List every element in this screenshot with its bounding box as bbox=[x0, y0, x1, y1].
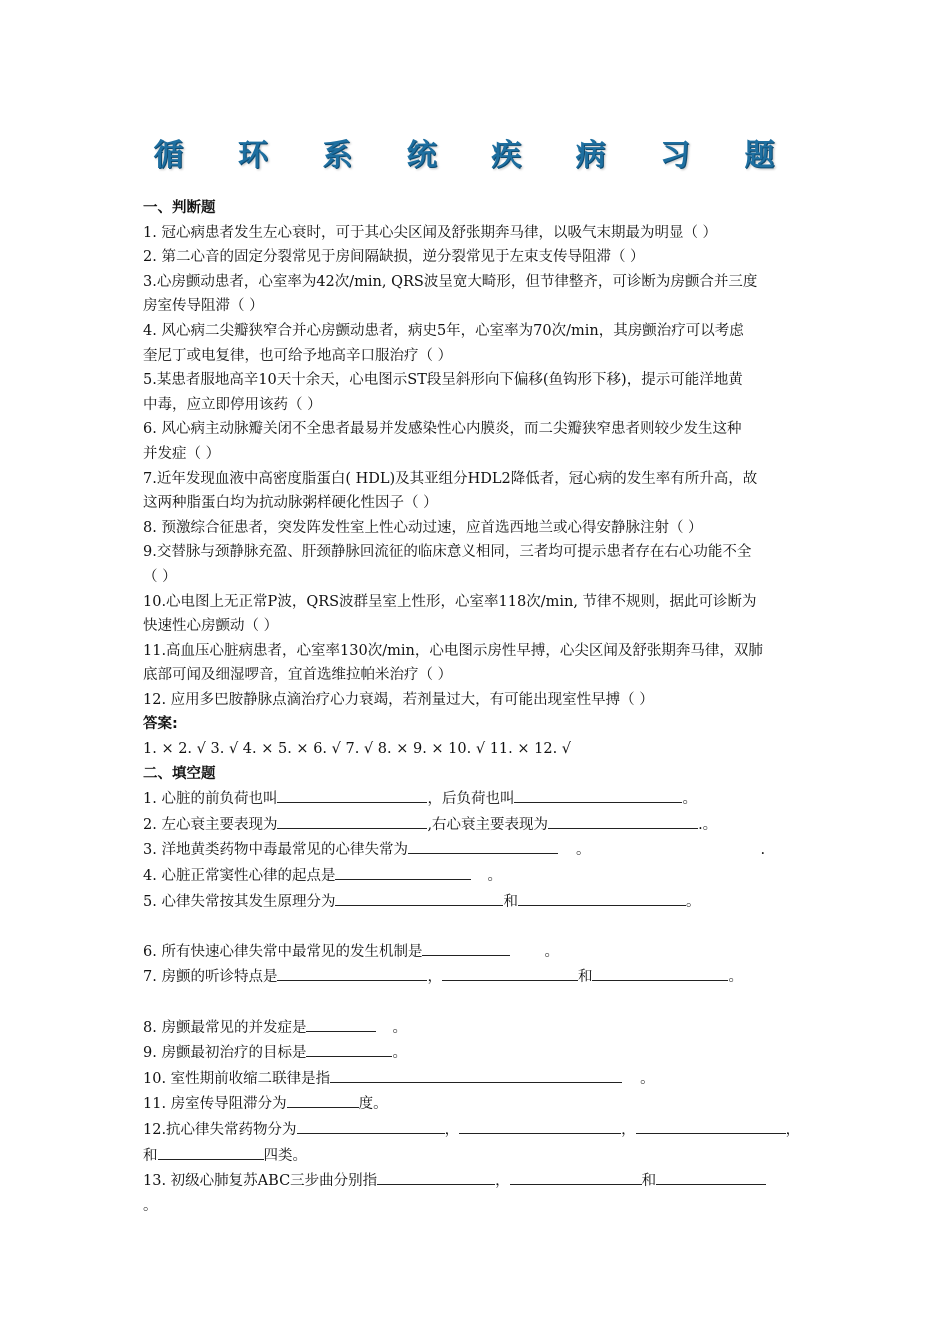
fill-question-3 bbox=[143, 837, 813, 863]
fill-question-8 bbox=[143, 1015, 813, 1041]
question-text: 。 bbox=[544, 943, 559, 960]
document-body bbox=[143, 196, 813, 1218]
fill-question-13-cont bbox=[143, 1194, 813, 1219]
fill-question-7 bbox=[143, 964, 813, 990]
question-text: 1. 心脏的前负荷也叫 bbox=[143, 791, 278, 808]
fill-question-13 bbox=[143, 1168, 813, 1194]
answer-blank bbox=[277, 786, 427, 803]
answer-blank bbox=[277, 812, 427, 829]
question-text: 。 bbox=[143, 1197, 158, 1214]
question-text: 11. 房室传导阻滞分为 bbox=[143, 1096, 287, 1113]
answer-blank bbox=[377, 1168, 495, 1185]
question-text: 和 bbox=[503, 893, 518, 910]
answer-blank bbox=[592, 964, 728, 981]
question-text: ,右心衰主要表现为 bbox=[427, 816, 549, 833]
question-line: 12. 应用多巴胺静脉点滴治疗心力衰竭，若剂量过大，有可能出现室性早搏（ ） bbox=[143, 691, 654, 708]
question-line: 这两种脂蛋白均为抗动脉粥样硬化性因子（ ） bbox=[143, 495, 438, 512]
question-text: ， bbox=[785, 1121, 801, 1138]
answer-blank bbox=[510, 1168, 642, 1185]
question-text: 。 bbox=[685, 893, 701, 910]
question-text: 6. 所有快速心律失常中最常见的发生机制是 bbox=[143, 943, 423, 960]
document-title: 循 环 系 统 疾 病 习 题 bbox=[153, 138, 797, 173]
question-text: 度。 bbox=[358, 1096, 388, 1113]
question-text: 12.抗心律失常药物分为 bbox=[143, 1121, 297, 1138]
fill-question-11 bbox=[143, 1091, 813, 1117]
question-line: 4. 风心病二尖瓣狭窄合并心房颤动患者，病史5年，心室率为70次/min，其房颤治疗可以考虑 bbox=[143, 322, 744, 339]
question-text: . bbox=[760, 842, 766, 859]
question-text: 9. 房颤最初治疗的目标是 bbox=[143, 1045, 307, 1062]
question-text: 4. 心脏正常窦性心律的起点是 bbox=[143, 868, 336, 885]
question-line: 中毒，应立即停用该药（ ） bbox=[143, 396, 322, 413]
question-text: 。 bbox=[728, 969, 743, 986]
question-text: 。 bbox=[682, 791, 697, 808]
question-line: 5.某患者服地高辛10天十余天，心电图示ST段呈斜形向下偏移(鱼钩形下移)，提示可能洋地黄 bbox=[143, 372, 743, 389]
question-line: 快速性心房颤动（ ） bbox=[143, 618, 279, 635]
question-line: 10.心电图上无正常P波，QRS波群呈室上性形，心室率118次/min, 节律不规则，据此可诊断为 bbox=[143, 593, 757, 610]
question-line: 并发症（ ） bbox=[143, 445, 221, 462]
question-text: 3. 洋地黄类药物中毒最常见的心律失常为 bbox=[143, 842, 408, 859]
question-text: 13. 初级心肺复苏ABC三步曲分别指 bbox=[143, 1173, 378, 1190]
fill-question-5 bbox=[143, 889, 813, 915]
question-line: 奎尼丁或电复律，也可给予地高辛口服治疗（ ） bbox=[143, 347, 453, 364]
question-text: ， bbox=[427, 969, 442, 986]
answers-heading: 答案: bbox=[143, 716, 178, 733]
answer-blank bbox=[287, 1091, 359, 1108]
answer-blank bbox=[422, 939, 510, 956]
answer-blank bbox=[442, 964, 578, 981]
question-line: 11.高血压心脏病患者，心室率130次/min，心电图示房性早搏，心尖区闻及舒张期奔马律，双肺 bbox=[143, 642, 763, 659]
fill-question-6 bbox=[143, 939, 813, 965]
question-line: 2. 第二心音的固定分裂常见于房间隔缺损，逆分裂常见于左束支传导阻滞（ ） bbox=[143, 249, 645, 266]
question-text: .。 bbox=[698, 816, 718, 833]
fill-question-1 bbox=[143, 786, 813, 812]
question-text: 。 bbox=[392, 1019, 407, 1036]
question-text: 2. 左心衰主要表现为 bbox=[143, 816, 278, 833]
question-line: 7.近年发现血液中高密度脂蛋白( HDL)及其亚组分HDL2降低者，冠心病的发生率有所升高，故 bbox=[143, 470, 758, 487]
answer-blank bbox=[158, 1143, 264, 1160]
answer-blank bbox=[330, 1066, 622, 1083]
answer-blank bbox=[408, 837, 558, 854]
question-text: 8. 房颤最常见的并发症是 bbox=[143, 1019, 307, 1036]
question-text: ，后负荷也叫 bbox=[427, 791, 515, 808]
answer-blank bbox=[306, 1040, 392, 1057]
fill-question-4 bbox=[143, 863, 813, 889]
answer-blank bbox=[297, 1117, 445, 1134]
question-text: 和 bbox=[577, 969, 593, 986]
answer-blank bbox=[548, 812, 698, 829]
question-line: 房室传导阻滞（ ） bbox=[143, 298, 264, 315]
question-text: 。 bbox=[640, 1070, 655, 1087]
answer-blank bbox=[518, 889, 686, 906]
question-text: 四类。 bbox=[263, 1147, 307, 1164]
question-text: 。 bbox=[575, 842, 591, 859]
question-line: 9.交替脉与颈静脉充盈、肝颈静脉回流征的临床意义相同，三者均可提示患者存在右心功能不全 bbox=[143, 544, 752, 561]
answer-blank bbox=[277, 964, 427, 981]
question-line: 3.心房颤动患者，心室率为42次/min, QRS波呈宽大畸形，但节律整齐，可诊断为房颤合并三度 bbox=[143, 273, 758, 290]
answer-blank bbox=[636, 1117, 786, 1134]
question-text: 5. 心律失常按其发生原理分为 bbox=[143, 893, 336, 910]
true-false-questions bbox=[143, 221, 813, 713]
question-text: 7. 房颤的听诊特点是 bbox=[143, 969, 278, 986]
fill-question-12-cont bbox=[143, 1143, 813, 1169]
fill-question-12 bbox=[143, 1117, 813, 1143]
fill-question-10 bbox=[143, 1066, 813, 1092]
question-line: 6. 风心病主动脉瓣关闭不全患者最易并发感染性心内膜炎，而二尖瓣狭窄患者则较少发生这种 bbox=[143, 421, 742, 438]
question-text: 和 bbox=[143, 1147, 158, 1164]
answer-blank bbox=[459, 1117, 621, 1134]
question-line: （ ） bbox=[143, 568, 177, 585]
question-text: 。 bbox=[392, 1045, 407, 1062]
answer-blank bbox=[335, 863, 471, 880]
section-heading-true-false: 一、判断题 bbox=[143, 200, 216, 216]
fill-question-2 bbox=[143, 812, 813, 838]
section-heading-fill-blank: 二、填空题 bbox=[143, 765, 216, 782]
question-line: 底部可闻及细湿啰音，宜首选维拉帕米治疗（ ） bbox=[143, 667, 453, 684]
answer-blank bbox=[335, 889, 503, 906]
answer-blank bbox=[514, 786, 682, 803]
answer-blank bbox=[306, 1015, 376, 1032]
question-text: 10. 室性期前收缩二联律是指 bbox=[143, 1070, 331, 1087]
answer-blank bbox=[656, 1168, 766, 1185]
question-line: 8. 预激综合征患者，突发阵发性室上性心动过速，应首选西地兰或心得安静脉注射（ ） bbox=[143, 519, 703, 536]
question-text: ， bbox=[444, 1121, 460, 1138]
question-text: ， bbox=[621, 1121, 636, 1138]
question-text: ， bbox=[495, 1173, 510, 1190]
question-line: 1. 冠心病患者发生左心衰时，可于其心尖区闻及舒张期奔马律，以吸气末期最为明显（ ） bbox=[143, 224, 718, 241]
question-text: 。 bbox=[487, 868, 502, 885]
question-text: 和 bbox=[641, 1173, 657, 1190]
fill-question-9 bbox=[143, 1040, 813, 1066]
answers-line: 1. × 2. √ 3. √ 4. × 5. × 6. √ 7. √ 8. × 9. × 10. √ 11. × 12. √ bbox=[143, 741, 572, 758]
